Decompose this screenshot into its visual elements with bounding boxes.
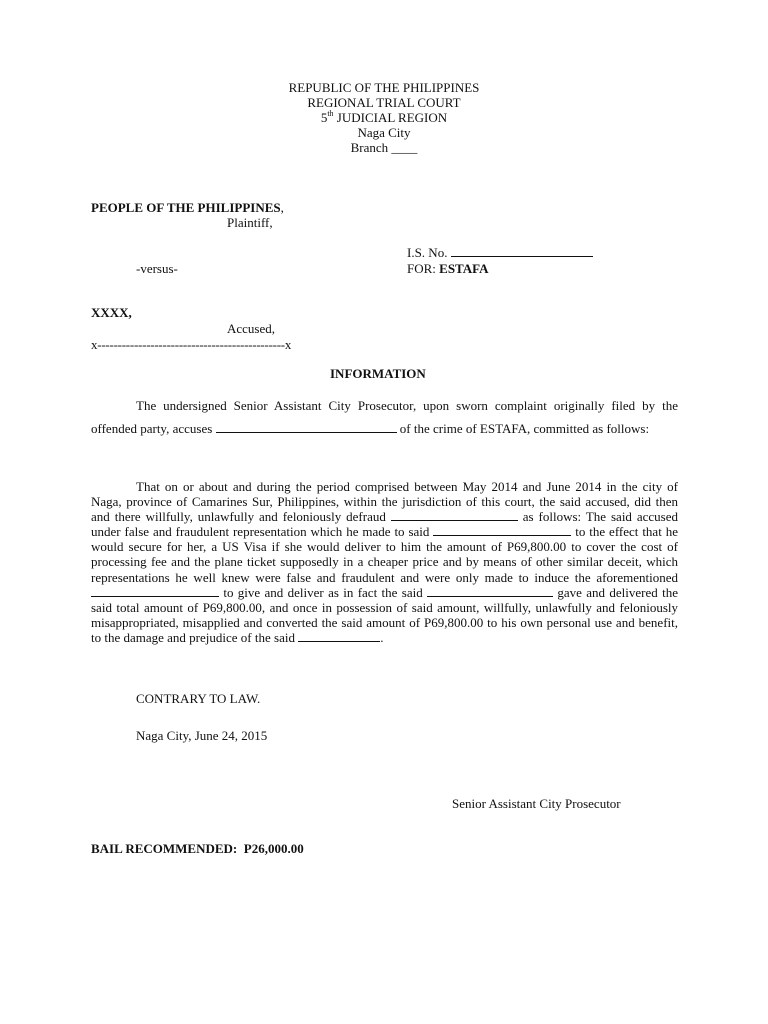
plaintiff-label: Plaintiff, [227,215,273,230]
header-city: Naga City [357,125,411,140]
bail-amount: P26,000.00 [243,841,304,856]
plaintiff-name: PEOPLE OF THE PHILIPPINES [91,200,281,215]
body-text-1: That on or about and during the period comprised between May 2014 and June 2014 in the city of Naga, province of Camarines Sur, Philippines, within the jurisdiction of this court, the said accused, did then and there willfully, unlawfully and feloniously defraud [91,479,678,525]
body-text-3: to the effect that he would secure for her, a US Visa if she would deliver to him the amount of P69,800.00 to cover the cost of processing fee and the plane ticket supposedly in a cheaper price and by means of other similar deceit, which representations he well knew were false and fraudulent and were only made to induce the aforementioned [91,524,678,585]
is-number-line [407,245,593,260]
region-superscript: th [327,109,334,118]
victim-blank-3 [91,585,219,597]
versus-text: -versus- [136,261,178,276]
header-region [0,110,768,125]
body-text-6: . [380,629,384,645]
document-title: INFORMATION [330,366,426,381]
plaintiff-party [91,200,284,215]
is-number-label: I.S. No. [407,245,451,260]
plaintiff-comma: , [280,200,284,215]
victim-blank-1 [391,509,518,521]
header-court: REGIONAL TRIAL COURT [307,95,461,110]
charge-value: ESTAFA [439,261,489,276]
bail-recommendation [91,841,304,856]
caption-separator: x----------------------------------------------x [91,337,292,352]
accused-name: XXXX, [91,305,132,320]
body-text-5: gave and delivered the said total amount of P69,800.00, and once in possession of said amount, willfully, unlawfully and feloniously misappropriated, misapplied and converted the said amount of P69,800.00 to his own personal use and benefit, to the damage and prejudice of the said [91,584,678,645]
body-text-2: as follows: The said accused under false and fraudulent representation which he made to said [91,509,679,540]
accused-label: Accused, [227,321,276,336]
region-number: 5 [320,110,328,125]
signatory-title: Senior Assistant City Prosecutor [452,796,621,811]
region-text: JUDICIAL REGION [333,110,448,125]
victim-blank-4 [427,585,553,597]
accused-name-blank [216,421,397,433]
body-paragraph [91,479,678,645]
bail-label: BAIL RECOMMENDED: [91,841,238,856]
contrary-to-law: CONTRARY TO LAW. [136,691,261,706]
intro-paragraph [91,394,678,440]
charge-label: FOR: [407,261,440,276]
charge-line [407,261,489,276]
header-branch: Branch ____ [350,140,418,155]
victim-blank-5 [298,630,380,642]
header-republic: REPUBLIC OF THE PHILIPPINES [288,80,480,95]
intro-text-1: The undersigned Senior Assistant City Prosecutor, upon sworn complaint originally filed by the offended party, accuses [91,398,678,436]
body-text-4: to give and deliver as in fact the said [219,584,428,600]
intro-text-2: of the crime of ESTAFA, committed as follows: [396,421,650,436]
victim-blank-2 [433,524,571,536]
is-number-blank [451,245,593,257]
place-and-date: Naga City, June 24, 2015 [136,728,268,743]
